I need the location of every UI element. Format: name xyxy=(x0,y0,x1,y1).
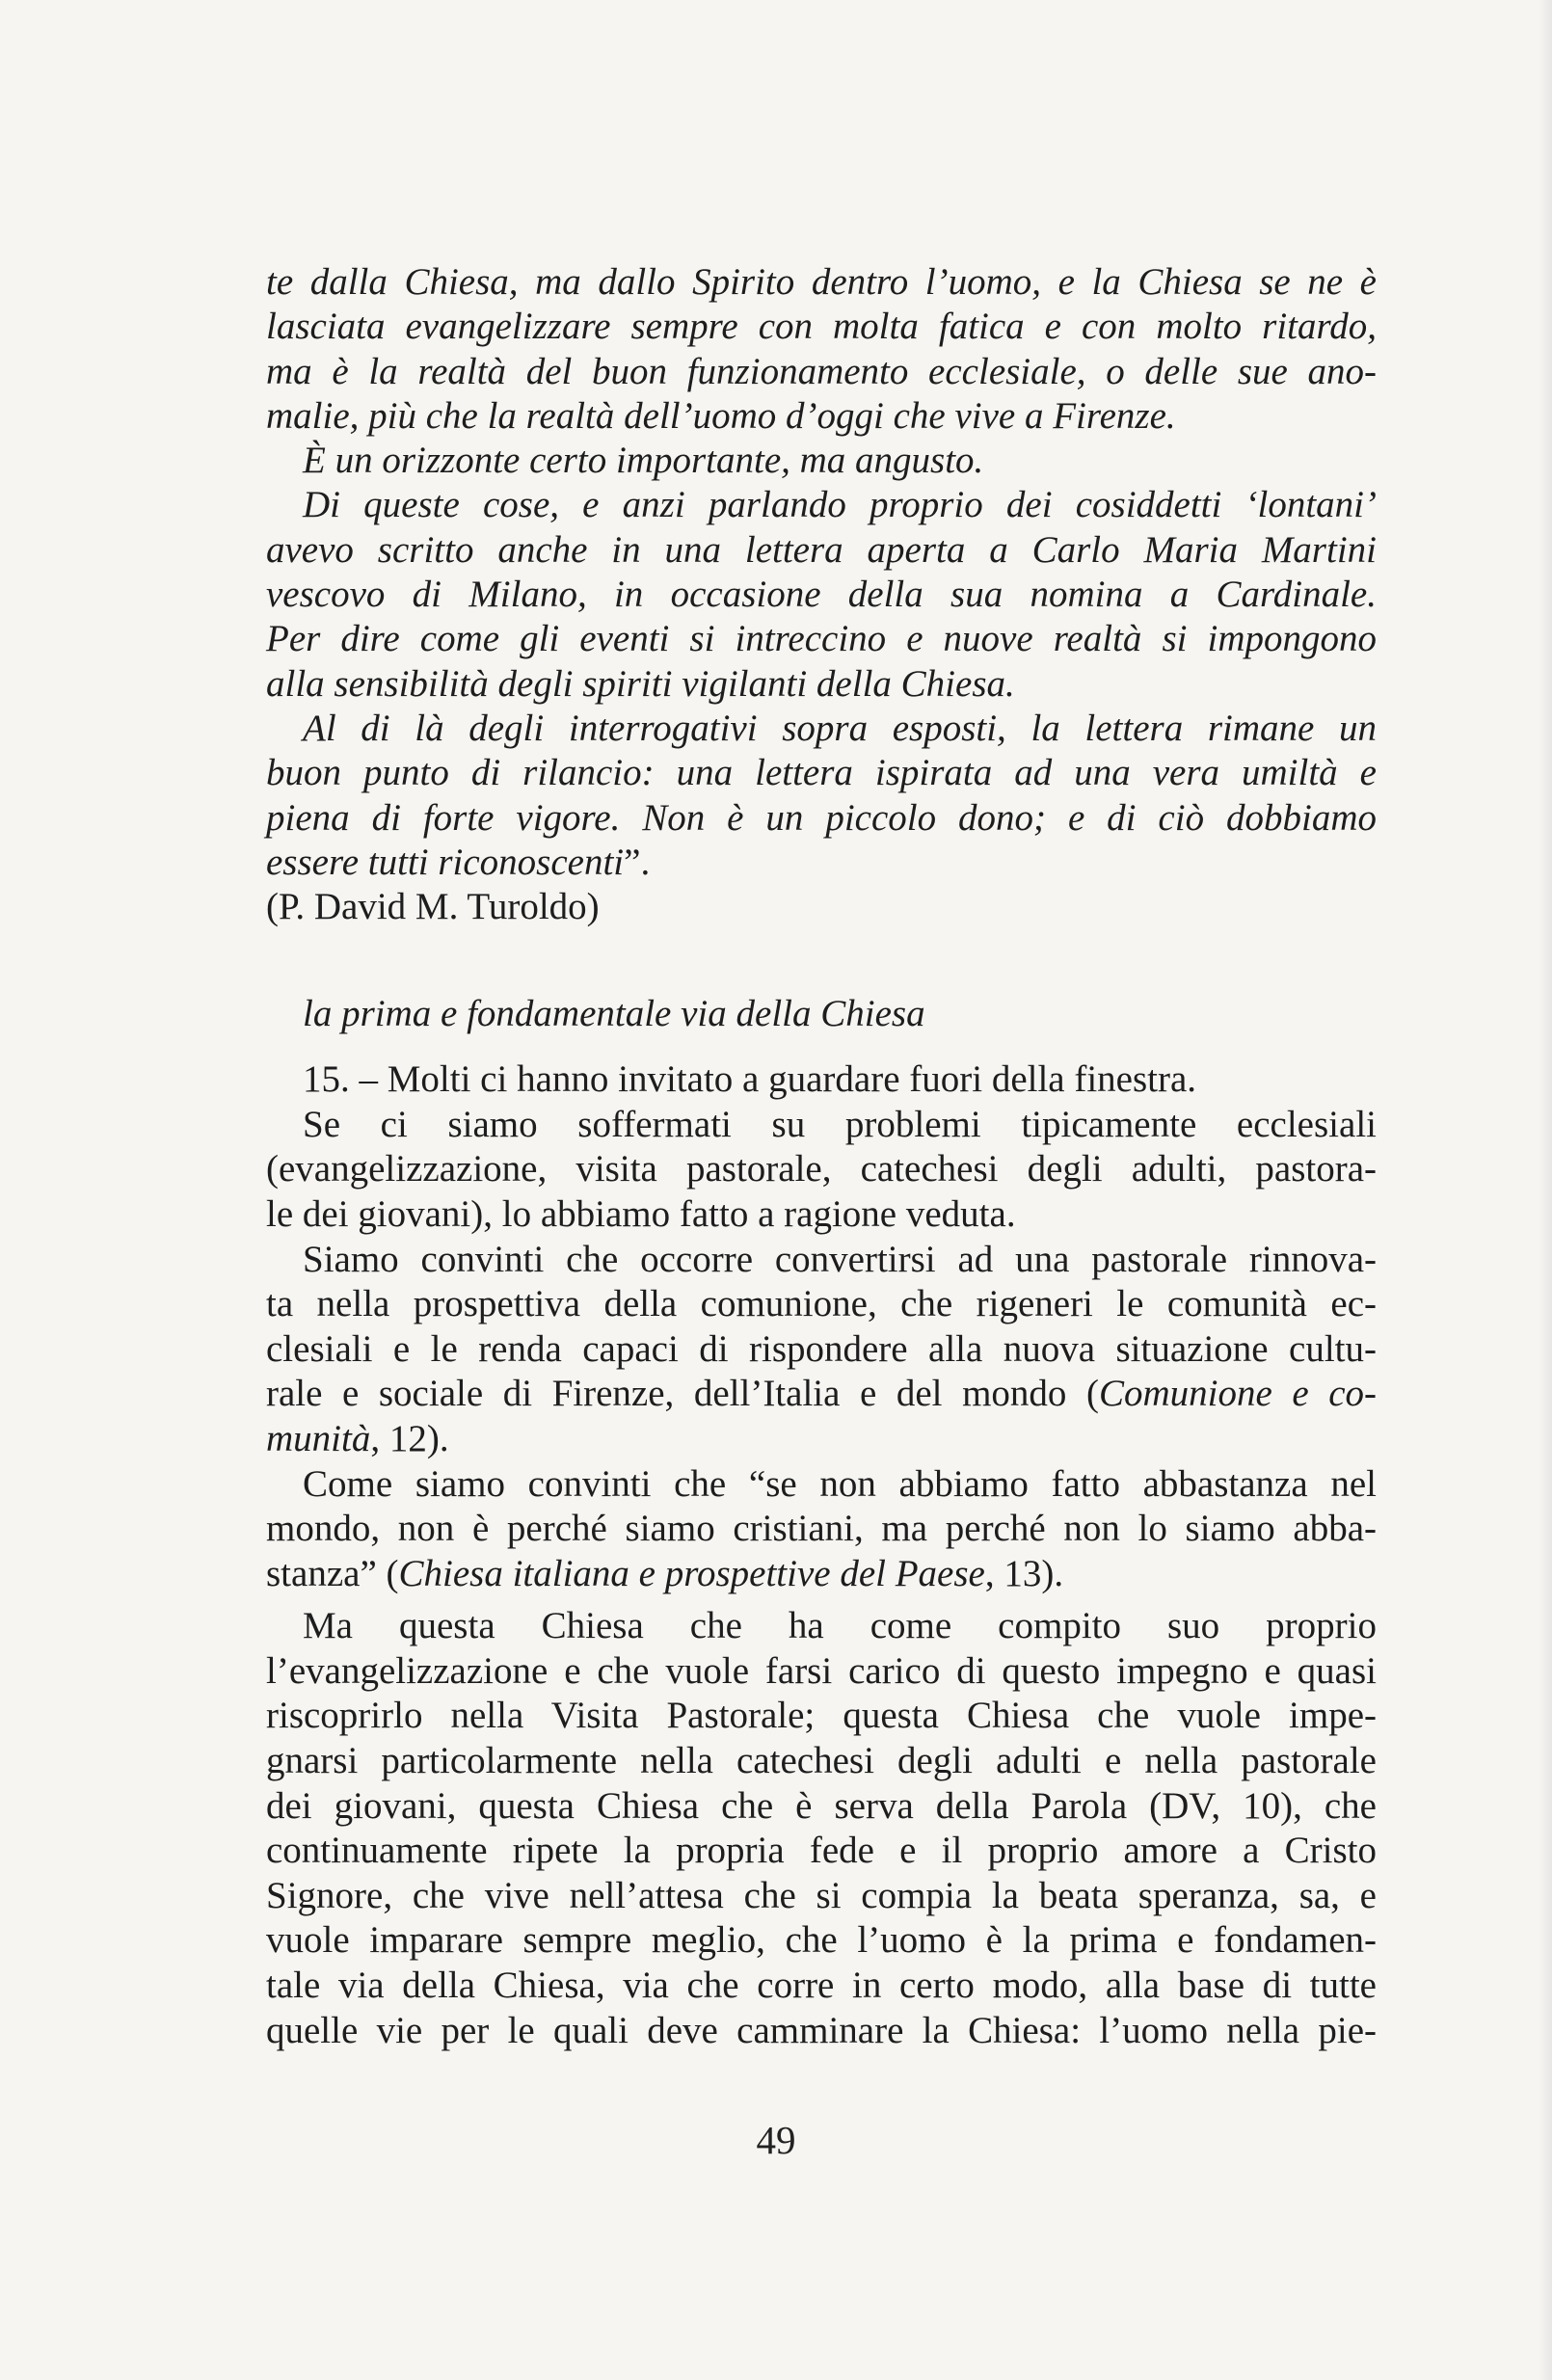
paragraph-line: continuamente ripete la propria fede e il proprio amore a Cristo xyxy=(266,1830,1377,1872)
paragraph-line: quelle vie per le quali deve camminare la Chiesa: l’uomo nella pie- xyxy=(266,2009,1377,2051)
paragraph-line xyxy=(266,1417,1377,1462)
paragraph-line: Siamo convinti che occorre convertirsi ad una pastorale rinnova- xyxy=(303,1238,1377,1280)
citation-title: Chiesa italiana e prospettive del Paese xyxy=(398,1552,985,1594)
quote-signature: (P. David M. Turoldo) xyxy=(266,886,600,928)
quote-line: te dalla Chiesa, ma dallo Spirito dentro l’uomo, e la Chiesa se ne è xyxy=(266,261,1377,303)
page-number: 49 xyxy=(756,2118,796,2162)
paragraph xyxy=(266,1604,1377,2053)
quote-line: Al di là degli interrogativi sopra esposti, la lettera rimane un xyxy=(303,707,1377,749)
quote-line: lasciata evangelizzare sempre con molta fatica e con molto ritardo, xyxy=(266,306,1377,348)
paragraph xyxy=(266,1238,1377,1462)
quote-line: È un orizzonte certo importante, ma angusto. xyxy=(303,440,984,482)
page-edge-shadow xyxy=(1539,0,1552,2380)
quote-line-last xyxy=(266,841,1377,885)
paragraph-line: tale via della Chiesa, via che corre in certo modo, alla base di tutte xyxy=(266,1965,1377,2007)
quotation-block xyxy=(266,260,1377,929)
paragraph-line: Ma questa Chiesa che ha come compito suo proprio xyxy=(303,1605,1377,1647)
paragraph-line: 15. – Molti ci hanno invitato a guardare fuori della finestra. xyxy=(303,1058,1197,1101)
paragraph-15 xyxy=(266,1057,1377,1103)
paragraph-line: Signore, che vive nell’attesa che si compia la beata speranza, sa, e xyxy=(266,1874,1377,1916)
paragraph-line: clesiali e le renda capaci di rispondere alla nuova situazione cultu- xyxy=(266,1327,1377,1370)
paragraph-line: ta nella prospettiva della comunione, che rigeneri le comunità ec- xyxy=(266,1283,1377,1325)
text-run: , 12). xyxy=(370,1417,449,1459)
paragraph-line: riscoprirlo nella Visita Pastorale; questa Chiesa che vuole impe- xyxy=(266,1695,1377,1737)
quote-line: ma è la realtà del buon funzionamento ecclesiale, o delle sue ano- xyxy=(266,350,1377,392)
paragraph-line: le dei giovani), lo abbiamo fatto a ragione veduta. xyxy=(266,1192,1016,1235)
text-run: , 13). xyxy=(984,1552,1064,1594)
paragraph-line: (evangelizzazione, visita pastorale, catechesi degli adulti, pastora- xyxy=(266,1148,1377,1190)
citation-title: Comunione e co- xyxy=(1098,1373,1377,1415)
section-heading: la prima e fondamentale via della Chiesa xyxy=(303,993,925,1035)
paragraph-line: Se ci siamo soffermati su problemi tipicamente ecclesiali xyxy=(303,1103,1377,1145)
paragraph xyxy=(266,1462,1377,1597)
quote-line: malie, più che la realtà dell’uomo d’oggi che vive a Firenze. xyxy=(266,394,1176,437)
paragraph-line: vuole imparare sempre meglio, che l’uomo è la prima e fondamen- xyxy=(266,1919,1377,1962)
paragraph-line xyxy=(266,1552,1377,1597)
page-text xyxy=(266,260,1377,2053)
closing-quote-mark: ”. xyxy=(624,841,651,883)
quote-line: alla sensibilità degli spiriti vigilanti della Chiesa. xyxy=(266,662,1015,705)
quote-line: buon punto di rilancio: una lettera ispirata ad una vera umiltà e xyxy=(266,752,1377,794)
citation-title: munità xyxy=(266,1417,371,1459)
quote-line: Di queste cose, e anzi parlando proprio dei cosiddetti ‘lontani’ xyxy=(303,484,1377,526)
paragraph-line: Come siamo convinti che “se non abbiamo fatto abbastanza nel xyxy=(303,1462,1377,1505)
paragraph-line xyxy=(266,1372,1377,1417)
text-run: stanza” ( xyxy=(266,1552,399,1594)
paragraph-line: gnarsi particolarmente nella catechesi degli adulti e nella pastorale xyxy=(266,1740,1377,1782)
quote-line: Per dire come gli eventi si intreccino e nuove realtà si impongono xyxy=(266,618,1377,660)
quote-line: avevo scritto anche in una lettera aperta a Carlo Maria Martini xyxy=(266,528,1377,571)
paragraph-line: l’evangelizzazione e che vuole farsi carico di questo impegno e quasi xyxy=(266,1649,1377,1692)
text-run: rale e sociale di Firenze, dell’Italia e del mondo ( xyxy=(266,1373,1099,1415)
quote-text: essere tutti riconoscenti xyxy=(266,841,625,883)
paragraph xyxy=(266,1103,1377,1238)
paragraph-line: mondo, non è perché siamo cristiani, ma perché non lo siamo abba- xyxy=(266,1508,1377,1550)
paragraph-line: dei giovani, questa Chiesa che è serva della Parola (DV, 10), che xyxy=(266,1784,1377,1827)
quote-line: piena di forte vigore. Non è un piccolo dono; e di ciò dobbiamo xyxy=(266,796,1377,839)
quote-line: vescovo di Milano, in occasione della sua nomina a Cardinale. xyxy=(266,574,1377,616)
